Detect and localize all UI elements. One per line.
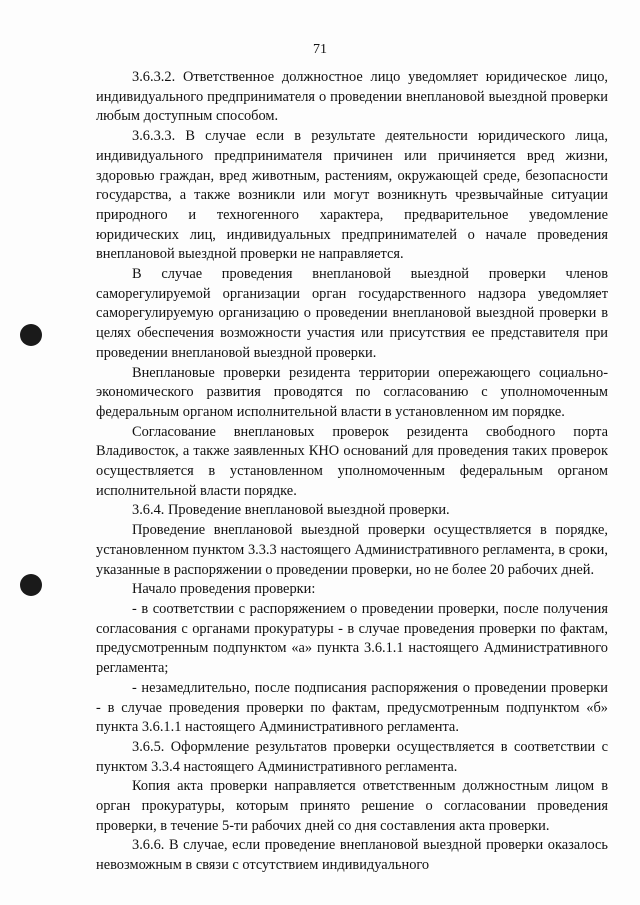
paragraph-sro-notice: В случае проведения внеплановой выездной проверки членов саморегулируемой организации орган государственного надзора уведомляет саморегулируемую организацию о проведении внеплановой выездной проверки в целях обеспечения возможности участия или присутствия ее представителя при проведении внеплановой выездной проверки. [96, 266, 608, 361]
paragraph-act-copy: Копия акта проверки направляется ответственным должностным лицом в орган прокуратуры, которым принято решение о согласовании проведения проверки, в течение 5-ти рабочих дней со дня составления акта проверки. [96, 778, 608, 834]
paragraph-3-6-3-3: 3.6.3.3. В случае если в результате деятельности юридического лица, индивидуального предпринимателя причинен или причиняется вред жизни, здоровью граждан, вред животным, растениям, окружающей среде, безопасности государства, а также возникли или могут возникнуть чрезвычайные ситуации природного и техногенного характера, предварительное уведомление юридических лиц, индивидуальных предпринимателей о начале проведения внеплановой выездной проверки не направляется. [96, 128, 608, 263]
paragraph-3-6-3-2: 3.6.3.2. Ответственное должностное лицо уведомляет юридическое лицо, индивидуального предпринимателя о проведении внеплановой выездной проверки любым доступным способом. [96, 69, 608, 125]
paragraph-3-6-4-heading: 3.6.4. Проведение внеплановой выездной проверки. [132, 502, 450, 519]
punch-hole-mark [20, 574, 42, 596]
paragraph-tor-resident: Внеплановые проверки резидента территории опережающего социально-экономического развития проводятся по согласованию с уполномоченным федеральным органом исполнительной власти в установленном им порядке. [96, 364, 608, 420]
paragraph-3-6-5: 3.6.5. Оформление результатов проверки осуществляется в соответствии с пунктом 3.3.4 настоящего Административного регламента. [96, 738, 608, 775]
punch-hole-mark [20, 324, 42, 346]
paragraph-free-port: Согласование внеплановых проверок резидента свободного порта Владивосток, а также заявленных КНО оснований для проведения таких проверок осуществляется в установленном уполномоченным федеральным органом исполнительной власти порядке. [96, 423, 608, 499]
page-number: 71 [313, 42, 327, 57]
paragraph-inspection-procedure: Проведение внеплановой выездной проверки осуществляется в порядке, установленном пунктом 3.3.3 настоящего Административного регламента, в сроки, указанные в распоряжении о проведении проверки, но не более 20 рабочих дней. [96, 522, 608, 578]
paragraph-inspection-start: Начало проведения проверки: [132, 581, 316, 598]
list-item-subpoint-b: - незамедлительно, после подписания распоряжения о проведении проверки - в случае проведения проверки по фактам, предусмотренным подпунктом «б» пункта 3.6.1.1 настоящего Административного регламента. [96, 679, 608, 736]
document-body [96, 68, 608, 876]
list-item-subpoint-a: - в соответствии с распоряжением о проведении проверки, после получения согласования с органами прокуратуры - в случае проведения проверки по фактам, предусмотренным подпунктом «а» пункта 3.6.1.1 настоящего Административного регламента; [96, 600, 608, 677]
paragraph-3-6-6: 3.6.6. В случае, если проведение внеплановой выездной проверки оказалось невозможным в связи с отсутствием индивидуального [96, 837, 608, 874]
